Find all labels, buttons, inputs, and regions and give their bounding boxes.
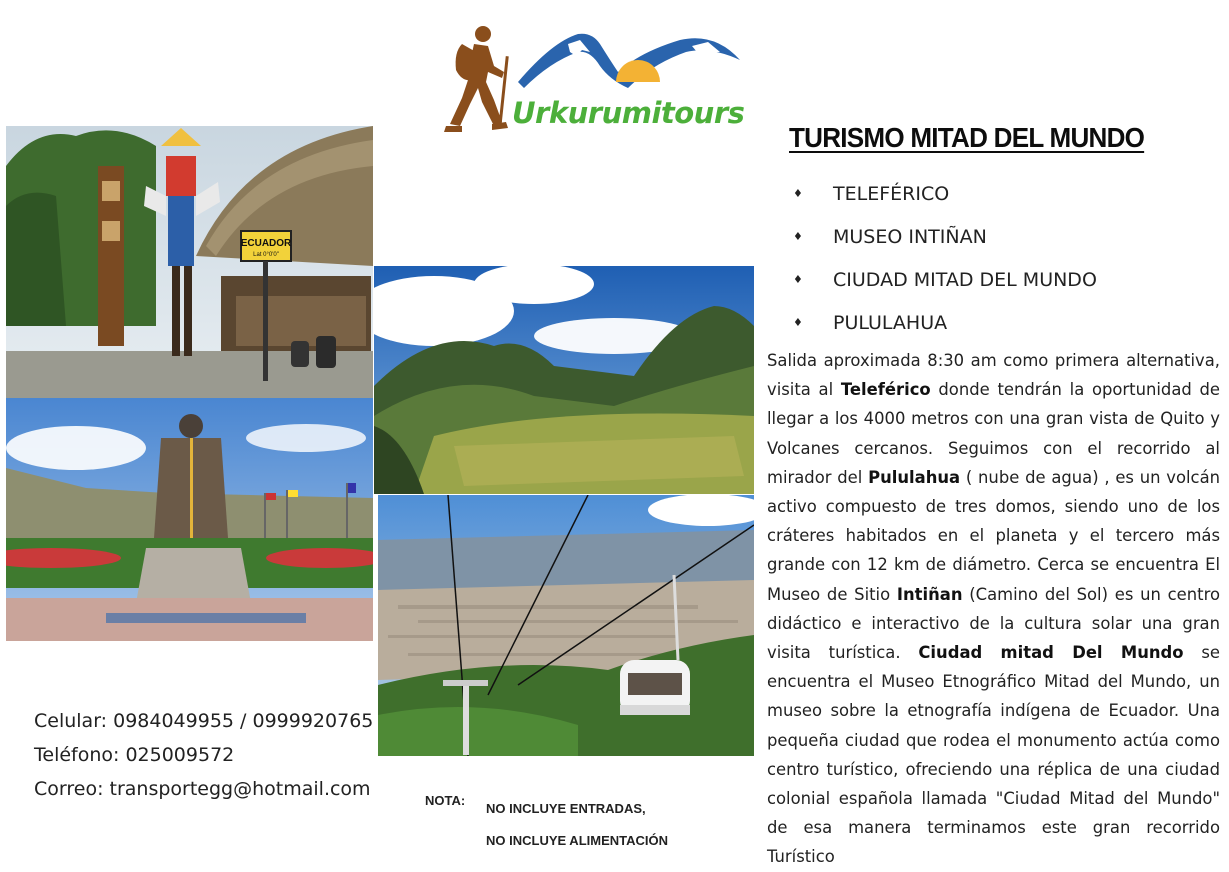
contact-info — [34, 704, 373, 806]
bullet-icon: ♦ — [793, 187, 803, 200]
attraction-label: CIUDAD MITAD DEL MUNDO — [833, 268, 1097, 291]
description-highlight: Pululahua — [868, 467, 961, 487]
bullet-icon: ♦ — [793, 273, 803, 286]
description-text: se encuentra el Museo Etnográfico Mitad del Mundo, un museo sobre la etnografía indígena de Ecuador. Una pequeña ciudad que rodea el monumento actúa como centro turístico, ofreciendo una réplica de una ciudad colonial española llamada "Ciudad Mitad del Mundo" de esa manera terminamos este gran recorrido Turístico — [767, 643, 1220, 867]
description-text: Salida aproximada 8:30 am como primera alternativa, visita al — [767, 351, 1220, 400]
attractions-list — [793, 172, 1097, 344]
attraction-label: TELEFÉRICO — [833, 182, 950, 205]
note-label: NOTA: — [425, 793, 466, 808]
photo-intinan-museum — [6, 126, 373, 398]
bullet-icon: ♦ — [793, 230, 803, 243]
list-item — [793, 258, 1097, 301]
sign-text: ECUADOR — [240, 238, 292, 249]
note-line: NO INCLUYE ENTRADAS, — [486, 801, 646, 816]
phone-mobile: Celular: 0984049955 / 0999920765 — [34, 710, 374, 732]
description-text: ( nube de agua) , es un volcán activo compuesto de tres domos, siendo uno de los cráteres habitados en el planeta y el tercero más grande con 12 km de diámetro. Cerca se encuentra El Museo de Sitio — [767, 467, 1220, 604]
list-item — [793, 301, 1097, 344]
description-highlight: Ciudad mitad Del Mundo — [918, 643, 1184, 663]
email: Correo: transportegg@hotmail.com — [34, 778, 371, 800]
sign-subtext: Lat 0°0'0" — [253, 252, 279, 258]
description-highlight: Teleférico — [840, 380, 931, 400]
bullet-icon: ♦ — [793, 316, 803, 329]
note-line: NO INCLUYE ALIMENTACIÓN — [486, 833, 668, 848]
attraction-label: MUSEO INTIÑAN — [833, 225, 987, 248]
list-item — [793, 172, 1097, 215]
note-text — [486, 793, 668, 857]
page-title: TURISMO MITAD DEL MUNDO — [789, 122, 1145, 153]
tour-description — [767, 346, 1220, 872]
attraction-label: PULULAHUA — [833, 311, 948, 334]
list-item — [793, 215, 1097, 258]
photo-pululahua-crater — [374, 266, 754, 494]
description-text: donde tendrán la oportunidad de llegar a los 4000 metros con una gran vista de Quito y Volcanes cercanos. Seguimos con el recorrido al mirador del — [767, 380, 1221, 487]
photo-teleferico — [378, 495, 754, 756]
brand-name: Urkurumitours — [512, 96, 745, 130]
description-highlight: Intiñan — [896, 584, 963, 604]
photo-mitad-del-mundo-monument — [6, 398, 373, 641]
phone-landline: Teléfono: 025009572 — [34, 744, 235, 766]
description-text: (Camino del Sol) es un centro didáctico e interactivo de la cultura solar una gran visita turística. — [767, 584, 1220, 663]
